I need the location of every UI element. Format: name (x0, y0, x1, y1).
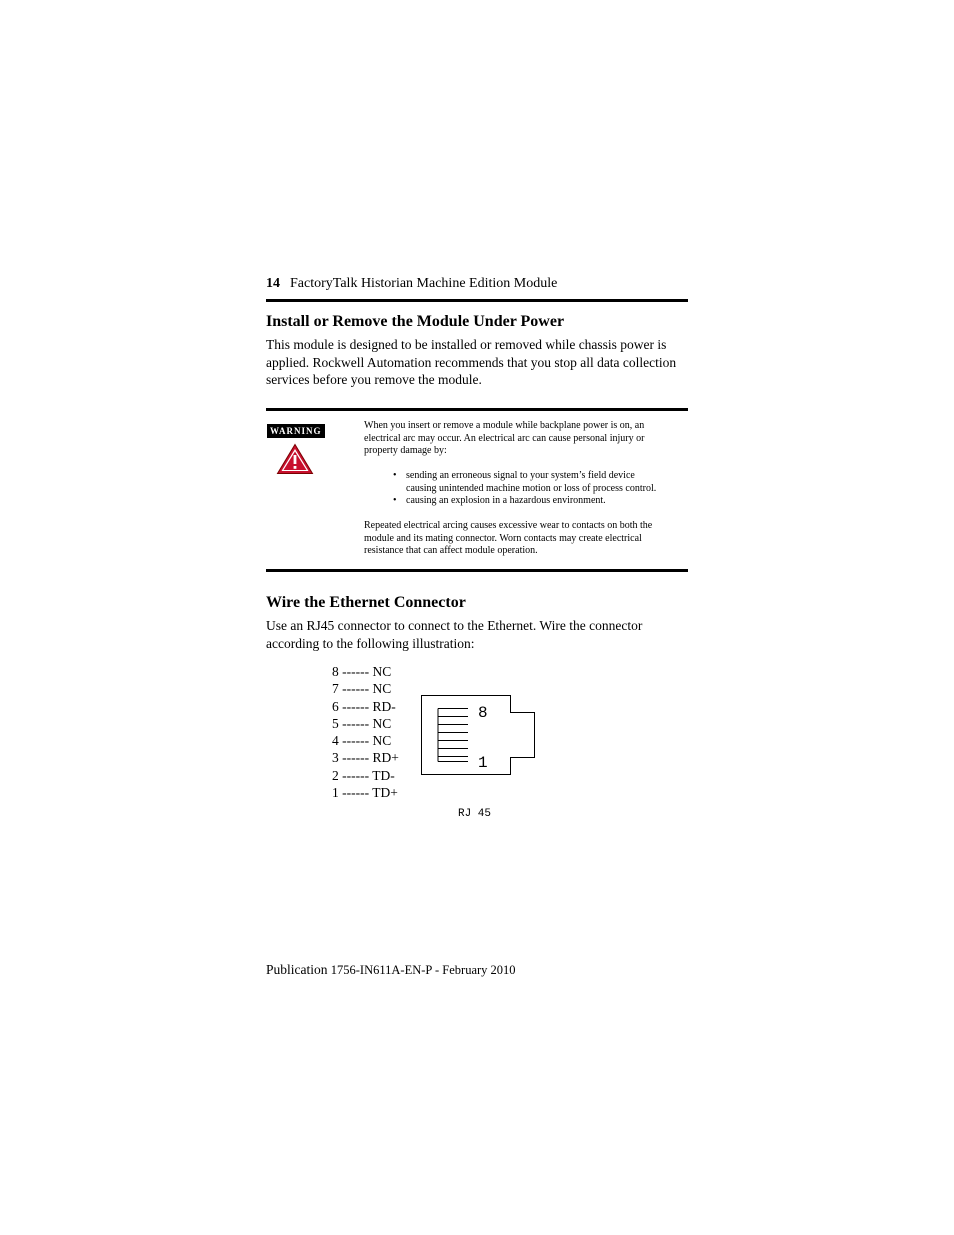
body-line: Use an RJ45 connector to connect to the Ethernet. Wire the connector (266, 618, 643, 633)
page-footer (266, 962, 516, 978)
pin-lines (438, 709, 468, 762)
bullet-line: causing unintended machine motion or loss of process control. (406, 482, 657, 494)
warning-outro (364, 520, 684, 558)
pin-row: 3 ------ RD+ (332, 750, 399, 766)
pin-1-label: 1 (478, 754, 488, 772)
footer-publication-code: 1756-IN611A-EN-P - February 2010 (330, 963, 516, 977)
pin-row: 1 ------ TD+ (332, 785, 398, 801)
warning-bottom-rule (266, 569, 688, 572)
warning-label: WARNING (267, 424, 325, 438)
header-title: FactoryTalk Historian Machine Edition Module (290, 276, 558, 291)
bullet-line: • causing an explosion in a hazardous environment. (406, 495, 606, 506)
pin-row: 4 ------ NC (332, 733, 392, 749)
rj45-caption: RJ 45 (458, 808, 492, 820)
pin-row: 7 ------ NC (332, 681, 392, 697)
warning-top-rule (266, 408, 688, 411)
section-heading-ethernet: Wire the Ethernet Connector (266, 594, 466, 611)
rj45-connector-diagram (420, 694, 538, 776)
warning-bullet (394, 495, 686, 508)
warning-line: Repeated electrical arcing causes excessive wear to contacts on both the (364, 520, 653, 531)
bullet-line: • sending an erroneous signal to your system’s field device (406, 470, 635, 481)
body-line: services before you remove the module. (266, 372, 482, 387)
warning-line: module and its mating connector. Worn contacts may create electrical (364, 532, 642, 544)
section-body-install (266, 336, 686, 389)
body-line: This module is designed to be installed or removed while chassis power is (266, 337, 667, 352)
warning-intro (364, 420, 684, 458)
pin-8-label: 8 (478, 704, 488, 722)
warning-line: When you insert or remove a module while backplane power is on, an (364, 420, 645, 431)
pin-row: 8 ------ NC (332, 664, 392, 679)
warning-line: electrical arc may occur. An electrical arc can cause personal injury or (364, 432, 645, 444)
section-body-ethernet (266, 617, 686, 652)
pin-list (332, 663, 399, 801)
warning-line: property damage by: (364, 445, 447, 456)
page-header (266, 276, 688, 292)
section-heading-install: Install or Remove the Module Under Power (266, 313, 565, 330)
warning-bullet (394, 470, 686, 495)
body-line: according to the following illustration: (266, 635, 475, 651)
header-rule (266, 299, 688, 302)
pin-row: 2 ------ TD- (332, 767, 395, 783)
body-line: applied. Rockwell Automation recommends that you stop all data collection (266, 354, 677, 370)
footer-label: Publication (266, 962, 328, 977)
pin-row: 6 ------ RD- (332, 698, 396, 714)
warning-line: resistance that can affect module operation. (364, 545, 538, 556)
pin-row: 5 ------ NC (332, 715, 392, 731)
warning-triangle-icon (276, 443, 314, 475)
page-number: 14 (266, 276, 280, 291)
